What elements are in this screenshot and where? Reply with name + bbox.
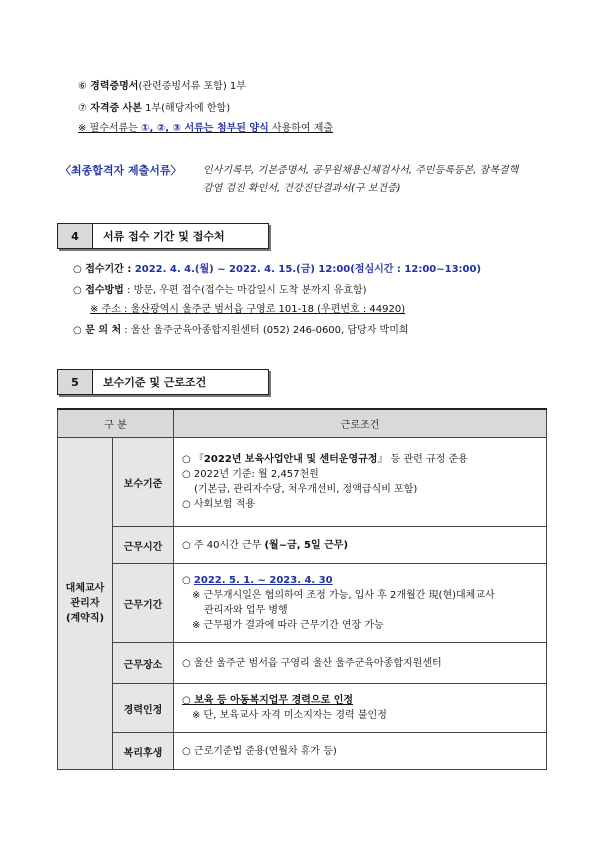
pay-line-1	[182, 452, 538, 467]
receipt-method-label: ○ 접수방법	[73, 285, 124, 296]
place-value: ○ 울산 울주군 범서읍 구영리 울산 울주군육아종합지원센터	[182, 657, 442, 669]
final-docs-label: 〈최종합격자 제출서류〉	[60, 164, 182, 177]
note-suffix: 사용하여 제출	[268, 123, 334, 134]
hours-bold: (월~금, 5일 근무)	[264, 539, 349, 551]
section-5-title: 보수기준 및 근로조건	[103, 376, 207, 389]
contact-value: : 울산 울주군육아종합지원센터 (052) 246-0600, 담당자 박미희	[121, 325, 409, 336]
item-7-number: ⑦	[78, 103, 87, 114]
welfare-content	[174, 733, 547, 770]
item-6-number: ⑥	[78, 81, 87, 92]
table-row-hours	[58, 527, 547, 564]
category-line-3: (계약직)	[65, 613, 105, 624]
item-6-title: 경력증명서	[90, 81, 139, 92]
pay-line-3: (기본급, 관리자수당, 처우개선비, 정액급식비 포함)	[194, 484, 418, 495]
header-category: 구 분	[58, 409, 174, 438]
period-line-2: ※ 근무개시일은 협의하여 조정 가능, 입사 후 2개월간 現(현)대체교사	[192, 590, 495, 601]
section-4-header	[57, 223, 269, 249]
category-cell	[58, 438, 113, 770]
section-5-number: 5	[58, 370, 93, 394]
required-docs-note	[78, 122, 333, 136]
working-conditions-table	[57, 408, 547, 770]
receipt-address: ※ 주소 : 울산광역시 울주군 범서읍 구영로 101-18 (우편번호 : 44920)	[90, 304, 406, 315]
career-line-1: ○ 보육 등 아동복지업무 경력으로 인정	[182, 695, 354, 706]
doc-item-7	[78, 102, 230, 116]
period-content	[174, 564, 547, 643]
hours-content	[174, 527, 547, 564]
contact-info	[73, 324, 409, 338]
section-5-header	[57, 369, 269, 395]
header-conditions: 근로조건	[174, 409, 547, 438]
career-label: 경력인정	[113, 684, 174, 733]
receipt-period	[73, 263, 481, 277]
table-row-place	[58, 643, 547, 684]
place-content	[174, 643, 547, 684]
place-label: 근무장소	[113, 643, 174, 684]
pay-line-4: ○ 사회보험 적용	[182, 499, 256, 510]
pay-label: 보수기준	[113, 438, 174, 527]
period-line-4: ※ 근무평가 결과에 따라 근무기간 연장 가능	[192, 620, 384, 631]
category-line-2: 관리자	[70, 598, 100, 609]
note-highlight: ①, ②, ③ 서류는 첨부된 양식	[141, 123, 269, 134]
table-row-career	[58, 684, 547, 733]
pay-content	[174, 438, 547, 527]
doc-item-6	[78, 80, 246, 94]
welfare-label: 복리후생	[113, 733, 174, 770]
period-label: 근무기간	[113, 564, 174, 643]
career-content	[174, 684, 547, 733]
receipt-method	[73, 284, 367, 298]
receipt-method-value: : 방문, 우편 접수(접수는 마감일시 도착 분까지 유효함)	[123, 285, 367, 296]
receipt-period-label: ○ 접수기간 :	[73, 264, 135, 275]
table-row-welfare	[58, 733, 547, 770]
hours-label: 근무시간	[113, 527, 174, 564]
final-docs-line-1: 인사기록부, 기본증명서, 공무원채용신체검사서, 주민등록등본, 잠복결핵	[203, 165, 519, 176]
table-row-period	[58, 564, 547, 643]
item-7-title: 자격증 사본	[90, 103, 142, 114]
hours-prefix: ○ 주 40시간 근무	[182, 539, 265, 551]
item-7-detail: 1부(해당자에 한함)	[141, 103, 231, 114]
pay-line-2: ○ 2022년 기준: 월 2,457천원	[182, 469, 319, 480]
contact-label: ○ 문 의 처	[73, 325, 122, 336]
final-docs-line-2: 감염 검진 확인서, 건강진단결과서(구 보건증)	[203, 183, 401, 194]
table-header-row	[58, 409, 547, 438]
period-line-1-value: 2022. 5. 1. ~ 2023. 4. 30	[193, 575, 333, 586]
section-4-title: 서류 접수 기간 및 접수처	[103, 230, 225, 243]
receipt-period-value: 2022. 4. 4.(월) ~ 2022. 4. 15.(금) 12:00(점심시간 : 12:00~13:00)	[134, 264, 482, 275]
item-6-detail: (관련증빙서류 포함) 1부	[138, 81, 246, 92]
pay-line-1-bold: 2022년 보육사업안내 및 센터운영규정	[203, 454, 378, 465]
category-line-1: 대체교사	[65, 583, 105, 594]
period-line-1-prefix: ○	[182, 575, 194, 586]
pay-line-1-suffix: 』 등 관련 규정 준용	[377, 454, 468, 465]
career-line-2: ※ 단, 보육교사 자격 미소지자는 경력 불인정	[192, 710, 387, 721]
table-row-pay	[58, 438, 547, 527]
pay-line-1-prefix: ○ 『	[182, 454, 204, 465]
period-line-3: 관리자와 업무 병행	[204, 605, 288, 616]
note-prefix: ※ 필수서류는	[78, 123, 142, 134]
section-4-number: 4	[58, 224, 93, 248]
welfare-value: ○ 근로기준법 준용(연월차 휴가 등)	[182, 745, 337, 757]
